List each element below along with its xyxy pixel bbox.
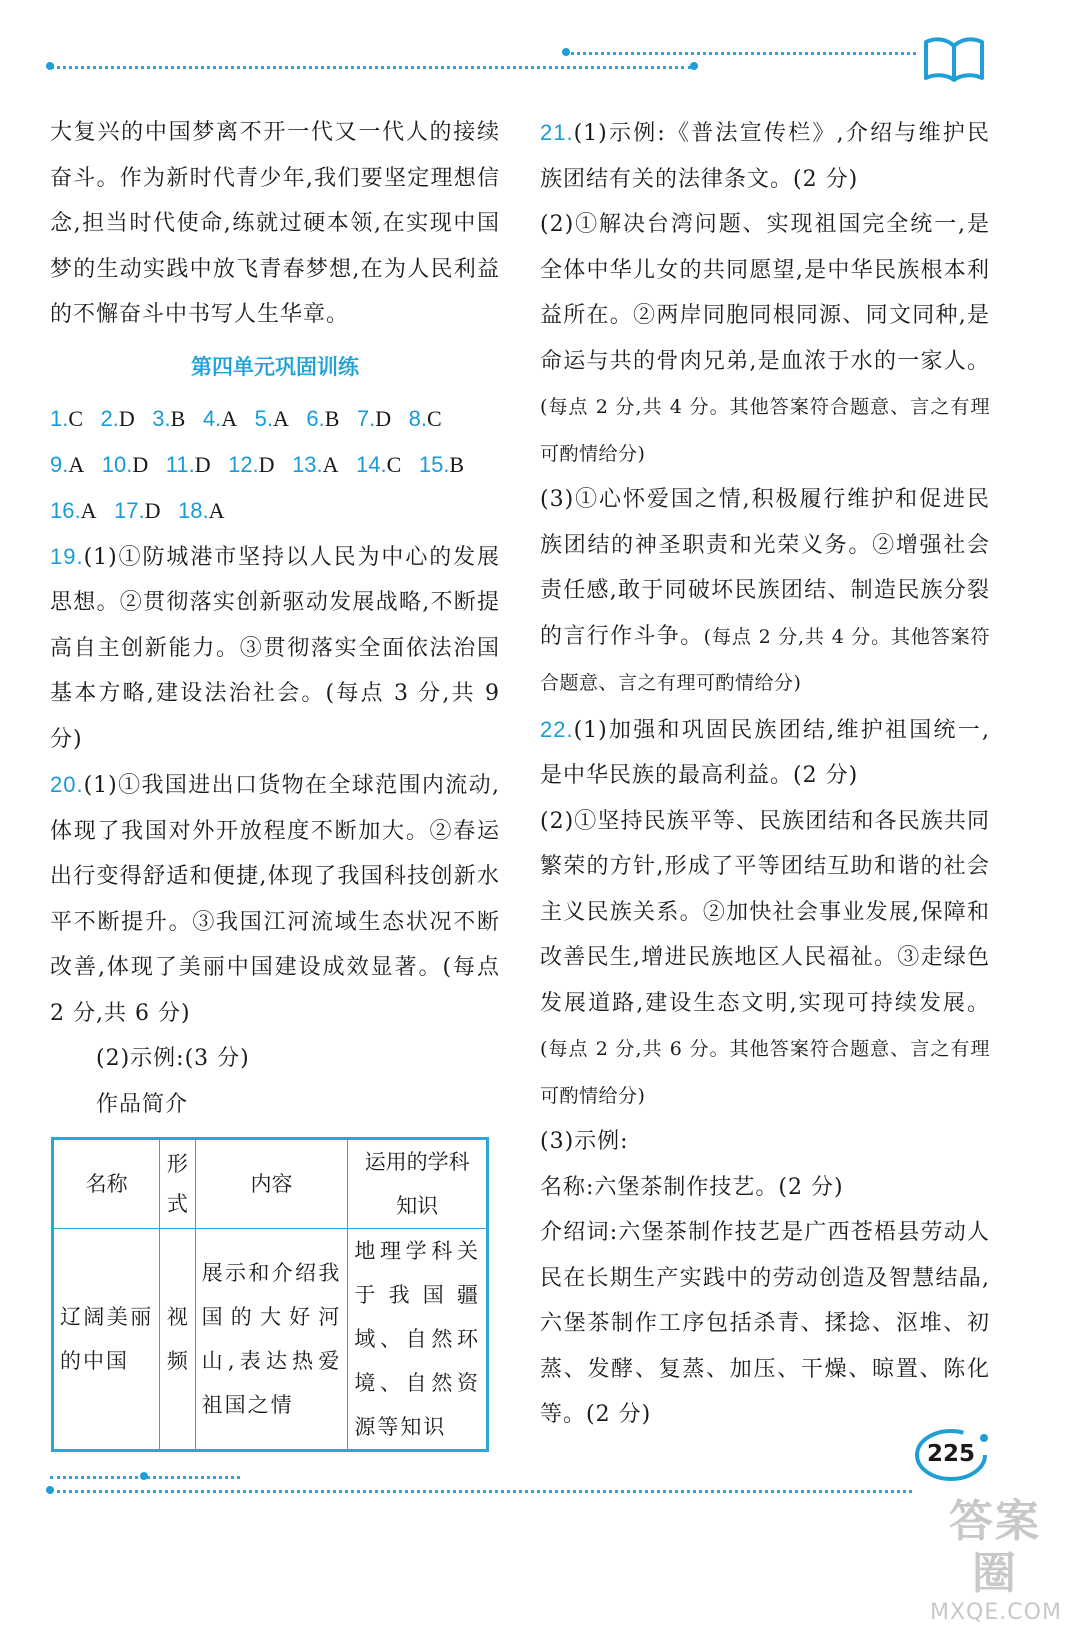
answer-item: 4.A	[202, 405, 238, 431]
question-number: 22.	[540, 716, 574, 742]
header-name: 名称	[53, 1139, 160, 1229]
cell-content: 展示和介绍我国的大好河山,表达热爱祖国之情	[195, 1229, 348, 1451]
answer-item: 15.B	[418, 451, 465, 477]
footer-dot	[46, 1486, 54, 1494]
answer-item: 3.B	[152, 405, 186, 431]
question-20-part-1: 20.(1)①我国进出口货物在全球范围内流动,体现了我国对外开放程度不断加大。②春运出行变得舒适和便捷,体现了我国科技创新水平不断提升。③我国江河流域生态状况不断改善,体现了美丽中国建设成效显著。(每点 2 分,共 6 分)	[50, 772, 500, 1026]
works-table	[51, 1137, 489, 1452]
question-number: 19.	[50, 543, 84, 569]
answer-item: 8.C	[408, 405, 442, 431]
footer-dot	[140, 1472, 148, 1480]
question-20-part-2: (2)示例:(3 分)	[96, 1046, 250, 1071]
answer-item: 18.A	[177, 497, 225, 523]
watermark	[930, 1496, 1062, 1625]
header-knowledge: 运用的学科知识	[348, 1139, 488, 1229]
footer-dotted-line-lower	[50, 1490, 912, 1493]
question-21-part-1: 21.(1)示例:《普法宣传栏》,介绍与维护民族团结有关的法律条文。(2 分)	[540, 120, 990, 192]
answer-row-2	[50, 442, 500, 488]
question-number: 21.	[540, 120, 574, 145]
answer-item: 9.A	[50, 451, 85, 477]
page-number: 225	[926, 1441, 975, 1467]
answer-item: 14.C	[356, 451, 402, 477]
cell-name: 辽阔美丽的中国	[53, 1229, 160, 1451]
question-22-intro: 介绍词:六堡茶制作技艺是广西苍梧县劳动人民在长期生产实践中的劳动创造及智慧结晶,六堡茶制作工序包括杀青、揉捻、沤堆、初蒸、发酵、复蒸、加压、干燥、晾置、陈化等。(2 分)	[540, 1220, 990, 1427]
question-number: 20.	[50, 772, 84, 797]
intro-paragraph: 大复兴的中国梦离不开一代又一代人的接续奋斗。作为新时代青少年,我们要坚定理想信念,担当时代使命,练就过硬本领,在实现中国梦的生动实践中放飞青春梦想,在为人民利益的不懈奋斗中书写人生华章。	[50, 120, 500, 327]
right-column	[540, 110, 990, 1438]
table-row	[53, 1229, 488, 1451]
question-21-part-2: (2)①解决台湾问题、实现祖国完全统一,是全体中华儿女的共同愿望,是中华民族根本利益所在。②两岸同胞同根同源、同文同种,是命运与共的骨肉兄弟,是血浓于水的一家人。(每点 2 分,共 4 分。其他答案符合题意、言之有理可酌情给分)	[540, 212, 990, 465]
cell-knowledge: 地理学科关于我国疆域、自然环境、自然资源等知识	[348, 1229, 488, 1451]
question-22-part-1: 22.(1)加强和巩固民族团结,维护祖国统一,是中华民族的最高利益。(2 分)	[540, 716, 990, 788]
answer-item: 17.D	[113, 497, 161, 523]
book-icon	[922, 34, 986, 82]
section-title: 第四单元巩固训练	[191, 354, 359, 379]
answer-item: 2.D	[100, 405, 135, 431]
header-dot	[690, 62, 698, 70]
question-22-name: 名称:六堡茶制作技艺。(2 分)	[540, 1174, 844, 1200]
works-intro-label: 作品简介	[96, 1091, 189, 1117]
header-dotted-line	[50, 66, 692, 69]
table-header-row	[53, 1139, 488, 1229]
header-dot	[562, 48, 570, 56]
answer-item: 12.D	[228, 451, 275, 477]
answer-row-1	[50, 396, 500, 442]
answer-item: 16.A	[50, 497, 97, 523]
question-22-part-3: (3)示例:	[540, 1129, 629, 1154]
answer-item: 6.B	[306, 405, 340, 431]
answer-item: 1.C	[50, 405, 84, 431]
header-dot	[46, 62, 54, 70]
watermark-site: MXQE.COM	[930, 1600, 1062, 1625]
question-19: 19.(1)①防城港市坚持以人民为中心的发展思想。②贯彻落实创新驱动发展战略,不断提高自主创新能力。③贯彻落实全面依法治国基本方略,建设法治社会。(每点 3 分,共 9 分)	[50, 543, 500, 752]
cell-form: 视频	[160, 1229, 195, 1451]
header-content: 内容	[195, 1139, 348, 1229]
answer-item: 11.D	[165, 451, 211, 477]
question-21-part-3: (3)①心怀爱国之情,积极履行维护和促进民族团结的神圣职责和光荣义务。②增强社会责任感,敢于同破坏民族团结、制造民族分裂的言行作斗争。(每点 2 分,共 4 分。其他答案符合题意、言之有理可酌情给分)	[540, 487, 990, 694]
page-number-badge	[910, 1424, 992, 1484]
header-form: 形式	[160, 1139, 195, 1229]
answer-item: 10.D	[101, 451, 149, 477]
answer-item: 7.D	[356, 405, 392, 431]
header-dotted-line-upper	[566, 52, 916, 55]
answer-item: 5.A	[254, 405, 289, 431]
left-column	[50, 110, 500, 1452]
question-22-part-2: (2)①坚持民族平等、民族团结和各民族共同繁荣的方针,形成了平等团结互助和谐的社会主义民族关系。②加快社会事业发展,保障和改善民生,增进民族地区人民福祉。③走绿色发展道路,建设生态文明,实现可持续发展。(每点 2 分,共 6 分。其他答案符合题意、言之有理可酌情给分)	[540, 808, 990, 1107]
answer-item: 13.A	[292, 451, 339, 477]
watermark-logo: 答案圈	[949, 1496, 1041, 1599]
answer-row-3	[50, 488, 500, 534]
